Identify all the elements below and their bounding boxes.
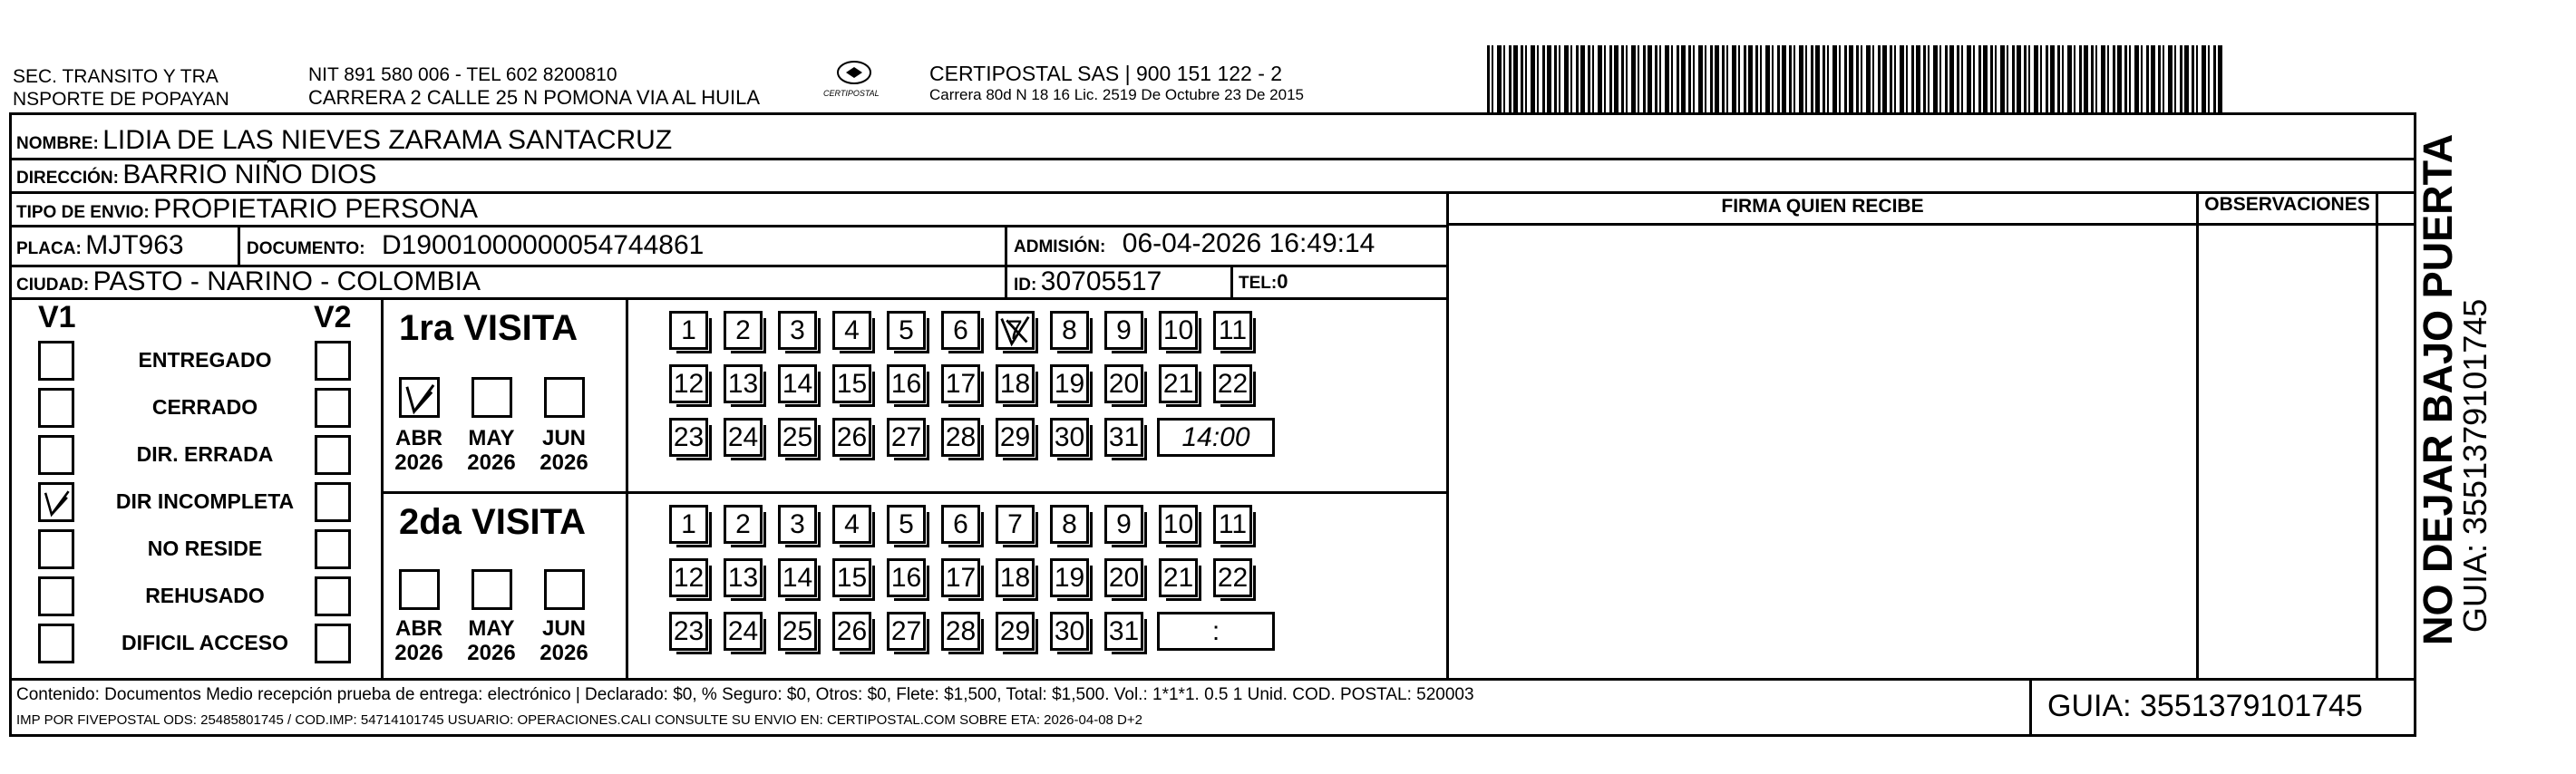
tel-field <box>1239 266 1288 300</box>
direccion-value: BARRIO NIÑO DIOS <box>122 160 377 189</box>
admision-field <box>1014 228 1375 264</box>
documento-value: D19001000000054744861 <box>382 230 705 260</box>
day-number: 19 <box>1054 369 1085 399</box>
check-mark-icon <box>41 485 72 519</box>
month-year: 2026 <box>394 641 443 665</box>
day-number: 23 <box>673 422 705 452</box>
day-number: 28 <box>945 422 977 452</box>
footer-guia: GUIA: 3551379101745 <box>2047 689 2363 723</box>
day-number: 26 <box>836 616 868 646</box>
imp-text: IMP POR FIVEPOSTAL ODS: 25485801745 / COD.IMP: 54714101745 USUARIO: OPERACIONES.CALI CONSULTE SU ENVIO EN: CERTIPOSTAL.COM SOBRE ETA: 2026-04-08 D+2 <box>16 712 1142 728</box>
observaciones-header: OBSERVACIONES <box>2204 194 2370 215</box>
month-name: JUN <box>541 616 586 641</box>
divider <box>1446 223 2416 226</box>
visit1-month-checkbox[interactable] <box>544 377 585 418</box>
visit2-day-box[interactable] <box>996 558 1035 597</box>
day-number: 1 <box>681 315 696 345</box>
visit1-day-box[interactable] <box>1159 311 1198 350</box>
v2-checkbox[interactable] <box>315 529 351 569</box>
visit1-day-box[interactable] <box>996 311 1035 350</box>
visit2-day-box[interactable] <box>832 558 871 597</box>
tel-value: 0 <box>1277 270 1288 293</box>
day-number: 4 <box>844 315 860 345</box>
visit1-day-box[interactable] <box>996 364 1035 403</box>
tipo-value: PROPIETARIO PERSONA <box>153 194 479 224</box>
visit2-day-box[interactable] <box>996 612 1035 651</box>
side-panel <box>2415 133 2493 645</box>
divider <box>2029 678 2032 737</box>
nombre-value: LIDIA DE LAS NIEVES ZARAMA SANTACRUZ <box>102 125 673 155</box>
visit2-day-box[interactable] <box>778 505 817 544</box>
day-number: 28 <box>945 616 977 646</box>
v2-checkbox[interactable] <box>315 482 351 522</box>
visit1-day-box[interactable] <box>941 418 980 457</box>
status-label: REHUSADO <box>145 584 265 607</box>
visit1-day-box[interactable] <box>1104 418 1143 457</box>
side-guia: GUIA: 3551379101745 <box>2456 298 2493 633</box>
day-number: 9 <box>1116 315 1132 345</box>
visit2-day-box[interactable] <box>1213 558 1252 597</box>
visit1-day-box[interactable] <box>887 364 926 403</box>
v1-label: V1 <box>38 300 76 334</box>
visit1-day-box[interactable] <box>724 418 763 457</box>
visit2-day-box[interactable] <box>724 558 763 597</box>
id-value: 30705517 <box>1040 266 1162 296</box>
v2-checkbox[interactable] <box>315 576 351 616</box>
day-number: 27 <box>890 422 922 452</box>
sender-details <box>308 63 760 109</box>
day-number: 30 <box>1054 422 1085 452</box>
day-number: 18 <box>999 369 1031 399</box>
status-label: DIR INCOMPLETA <box>115 489 295 513</box>
day-number: 26 <box>836 422 868 452</box>
visit1-time-box[interactable]: 14:00 <box>1157 418 1275 457</box>
divider <box>9 678 2416 681</box>
ciudad-value: PASTO - NARINO - COLOMBIA <box>92 266 481 296</box>
visit2-day-box[interactable] <box>941 558 980 597</box>
divider <box>381 491 1449 494</box>
divider <box>1005 225 1007 297</box>
day-number: 20 <box>1108 369 1140 399</box>
visit2-day-box[interactable] <box>1050 612 1089 651</box>
v2-label: V2 <box>314 300 352 334</box>
day-number: 11 <box>1218 509 1248 539</box>
v1-checkbox[interactable] <box>38 624 74 663</box>
month-name: JUN <box>541 426 586 450</box>
month-year: 2026 <box>467 641 516 665</box>
month-name: ABR <box>395 616 442 641</box>
status-label: CERRADO <box>151 395 258 419</box>
visit1-month-checkbox[interactable] <box>471 377 512 418</box>
day-number: 12 <box>673 369 705 399</box>
sender-line-1: SEC. TRANSITO Y TRA <box>13 66 219 87</box>
visit1-day-box[interactable] <box>832 418 871 457</box>
visit1-month-label <box>383 426 455 475</box>
visit1-day-box[interactable] <box>1104 311 1143 350</box>
day-number: 20 <box>1108 563 1140 593</box>
day-number: 21 <box>1162 563 1194 593</box>
day-number: 8 <box>1062 509 1077 539</box>
day-number: 25 <box>782 616 813 646</box>
id-label: ID: <box>1014 276 1037 295</box>
day-number: 3 <box>790 509 805 539</box>
day-number: 6 <box>953 315 968 345</box>
visit1-day-box[interactable] <box>996 418 1035 457</box>
divider <box>238 225 240 265</box>
visit2-day-box[interactable] <box>941 612 980 651</box>
day-number: 25 <box>782 422 813 452</box>
day-number: 17 <box>945 369 977 399</box>
carrier-logo-icon <box>836 60 872 85</box>
visit2-month-label <box>528 616 600 665</box>
placa-label: PLACA: <box>16 239 82 258</box>
documento-field <box>247 230 704 266</box>
visit1-day-box[interactable] <box>1213 311 1252 350</box>
v2-checkbox[interactable] <box>315 435 351 475</box>
visit1-day-box[interactable] <box>1050 311 1089 350</box>
day-number: 21 <box>1162 369 1194 399</box>
visit2-day-box[interactable] <box>832 612 871 651</box>
visit1-day-box[interactable] <box>887 311 926 350</box>
direccion-label: DIRECCIÓN: <box>16 169 119 188</box>
day-number: 8 <box>1062 315 1077 345</box>
visit1-day-box[interactable] <box>1213 364 1252 403</box>
visit2-day-box[interactable] <box>1104 612 1143 651</box>
visit2-day-box[interactable] <box>941 505 980 544</box>
day-number: 30 <box>1054 616 1085 646</box>
day-number: 11 <box>1218 315 1248 345</box>
day-number: 18 <box>999 563 1031 593</box>
visit1-day-box[interactable] <box>669 364 708 403</box>
visit1-day-box[interactable] <box>1050 364 1089 403</box>
visit2-day-box[interactable] <box>887 612 926 651</box>
day-number: 7 <box>1007 315 1023 345</box>
visit1-day-box[interactable] <box>778 364 817 403</box>
nit-line: NIT 891 580 006 - TEL 602 8200810 <box>308 64 617 85</box>
tel-label: TEL: <box>1239 274 1278 293</box>
divider <box>626 297 628 678</box>
visit1-day-box[interactable] <box>778 418 817 457</box>
visit2-day-box[interactable] <box>669 612 708 651</box>
v1-checkbox[interactable] <box>38 341 74 381</box>
placa-field <box>16 230 184 266</box>
visit1-month-checkbox[interactable] <box>399 377 440 418</box>
divider <box>1230 265 1233 297</box>
day-number: 12 <box>673 563 705 593</box>
day-number: 5 <box>899 315 914 345</box>
status-label: DIFICIL ACCESO <box>121 631 288 654</box>
visit2-month-checkbox[interactable] <box>399 569 440 610</box>
day-check-icon <box>998 314 1032 347</box>
v1-checkbox[interactable] <box>38 529 74 569</box>
visit2-day-box[interactable] <box>1159 505 1198 544</box>
day-number: 17 <box>945 563 977 593</box>
day-number: 24 <box>727 616 759 646</box>
visit1-month-label <box>455 426 528 475</box>
v1-checkbox[interactable] <box>38 388 74 428</box>
day-number: 22 <box>1217 563 1249 593</box>
day-number: 4 <box>844 509 860 539</box>
visit2-day-box[interactable] <box>887 505 926 544</box>
visit1-day-box[interactable] <box>669 311 708 350</box>
day-number: 19 <box>1054 563 1085 593</box>
day-number: 15 <box>836 369 868 399</box>
month-year: 2026 <box>394 450 443 475</box>
check-mark-icon <box>402 380 437 415</box>
visit2-day-box[interactable] <box>669 505 708 544</box>
day-number: 6 <box>953 509 968 539</box>
v2-checkbox[interactable] <box>315 624 351 663</box>
visit1-day-box[interactable] <box>724 364 763 403</box>
day-number: 22 <box>1217 369 1249 399</box>
day-number: 2 <box>735 509 751 539</box>
visit2-day-box[interactable] <box>669 558 708 597</box>
day-number: 7 <box>1007 509 1023 539</box>
month-name: ABR <box>395 426 442 450</box>
address-line: CARRERA 2 CALLE 25 N POMONA VIA AL HUILA <box>308 86 761 109</box>
direccion-row <box>16 160 376 195</box>
day-number: 31 <box>1108 616 1140 646</box>
visit2-day-box[interactable] <box>724 505 763 544</box>
visit2-time-box[interactable]: : <box>1157 612 1275 651</box>
visit2-day-box[interactable] <box>1104 558 1143 597</box>
placa-value: MJT963 <box>85 230 184 260</box>
day-number: 10 <box>1162 509 1194 539</box>
visit2-day-box[interactable] <box>1213 505 1252 544</box>
sender-line-2: NSPORTE DE POPAYAN <box>13 89 229 110</box>
day-number: 27 <box>890 616 922 646</box>
month-name: MAY <box>468 616 515 641</box>
day-number: 16 <box>890 369 922 399</box>
visit2-day-box[interactable] <box>996 505 1035 544</box>
carrier-line-2: Carrera 80d N 18 16 Lic. 2519 De Octubre 23 De 2015 <box>929 86 1304 103</box>
day-number: 23 <box>673 616 705 646</box>
day-number: 13 <box>727 563 759 593</box>
visit2-month-label <box>383 616 455 665</box>
visit2-day-box[interactable] <box>778 558 817 597</box>
visit2-title: 2da VISITA <box>399 502 586 542</box>
visit1-month-label <box>528 426 600 475</box>
month-year: 2026 <box>540 641 588 665</box>
status-label: NO RESIDE <box>147 537 263 560</box>
carrier-info <box>929 62 1304 105</box>
ciudad-label: CIUDAD: <box>16 276 90 295</box>
visit2-month-label <box>455 616 528 665</box>
day-number: 10 <box>1162 315 1194 345</box>
day-number: 24 <box>727 422 759 452</box>
day-number: 14 <box>782 563 813 593</box>
visit2-day-box[interactable] <box>1159 558 1198 597</box>
visit2-day-box[interactable] <box>832 505 871 544</box>
visit2-day-box[interactable] <box>1050 505 1089 544</box>
v2-checkbox[interactable] <box>315 388 351 428</box>
firma-header: FIRMA QUIEN RECIBE <box>1721 196 1924 217</box>
visit1-title: 1ra VISITA <box>399 308 578 348</box>
visit2-month-checkbox[interactable] <box>471 569 512 610</box>
carrier-line-1: CERTIPOSTAL SAS | 900 151 122 - 2 <box>929 62 1283 85</box>
visit1-day-box[interactable] <box>887 418 926 457</box>
month-name: MAY <box>468 426 515 450</box>
day-number: 31 <box>1108 422 1140 452</box>
nombre-label: NOMBRE: <box>16 134 99 153</box>
documento-label: DOCUMENTO: <box>247 239 365 258</box>
visit1-day-box[interactable] <box>1104 364 1143 403</box>
day-number: 15 <box>836 563 868 593</box>
contenido-text: Contenido: Documentos Medio recepción prueba de entrega: electrónico | Declarado: $0, % Seguro: $0, Otros: $0, Flete: $1,500, Total: $1,500. Vol.: 1*1*1. 0.5 1 Unid. COD. POSTAL: 520003 <box>16 685 1474 704</box>
sender-name <box>13 65 229 111</box>
visit1-day-box[interactable] <box>778 311 817 350</box>
status-label: ENTREGADO <box>138 348 272 372</box>
visit2-day-box[interactable] <box>1104 505 1143 544</box>
visit2-day-box[interactable] <box>887 558 926 597</box>
visit1-day-box[interactable] <box>941 311 980 350</box>
status-label: DIR. ERRADA <box>136 442 274 466</box>
visit2-day-box[interactable] <box>724 612 763 651</box>
visit1-day-box[interactable] <box>724 311 763 350</box>
day-number: 3 <box>790 315 805 345</box>
id-field <box>1014 266 1162 302</box>
admision-label: ADMISIÓN: <box>1014 237 1106 256</box>
month-year: 2026 <box>467 450 516 475</box>
side-warning: NO DEJAR BAJO PUERTA <box>2415 133 2461 645</box>
tipo-row <box>16 194 478 229</box>
visit1-day-box[interactable] <box>832 311 871 350</box>
day-number: 16 <box>890 563 922 593</box>
v2-checkbox[interactable] <box>315 341 351 381</box>
logo-caption: CERTIPOSTAL <box>823 89 880 98</box>
divider <box>2376 191 2378 678</box>
visit2-month-checkbox[interactable] <box>544 569 585 610</box>
visit1-day-box[interactable] <box>1159 364 1198 403</box>
visit1-day-box[interactable] <box>669 418 708 457</box>
ciudad-field <box>16 266 481 302</box>
month-year: 2026 <box>540 450 588 475</box>
nombre-row <box>16 125 672 160</box>
v1-checkbox[interactable] <box>38 482 74 522</box>
visit1-day-box[interactable] <box>941 364 980 403</box>
admision-value: 06-04-2026 16:49:14 <box>1122 228 1375 258</box>
divider <box>2196 191 2199 678</box>
tipo-label: TIPO DE ENVIO: <box>16 203 150 222</box>
visit2-day-box[interactable] <box>1050 558 1089 597</box>
divider <box>1446 191 1449 678</box>
day-number: 2 <box>735 315 751 345</box>
v1-checkbox[interactable] <box>38 576 74 616</box>
v1-checkbox[interactable] <box>38 435 74 475</box>
day-number: 5 <box>899 509 914 539</box>
barcode <box>1487 45 2224 113</box>
visit1-day-box[interactable] <box>1050 418 1089 457</box>
day-number: 14 <box>782 369 813 399</box>
day-number: 29 <box>999 616 1031 646</box>
day-number: 9 <box>1116 509 1132 539</box>
day-number: 1 <box>681 509 696 539</box>
visit1-day-box[interactable] <box>832 364 871 403</box>
day-number: 29 <box>999 422 1031 452</box>
day-number: 13 <box>727 369 759 399</box>
visit2-day-box[interactable] <box>778 612 817 651</box>
